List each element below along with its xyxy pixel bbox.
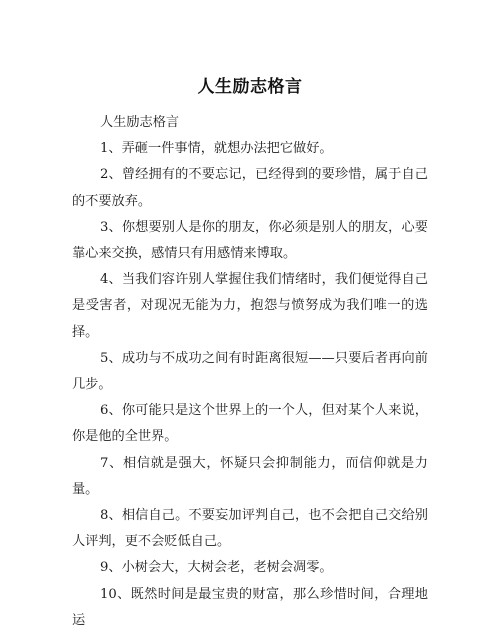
paragraph-2: 2、曾经拥有的不要忘记，已经得到的要珍惜，属于自己的不要放弃。 bbox=[72, 167, 428, 209]
paragraph-8: 8、相信自己。不要妄加评判自己，也不会把自己交给别人评判，更不会贬低自己。 bbox=[72, 508, 428, 550]
paragraph-1: 1、弄砸一件事情，就想办法把它做好。 bbox=[100, 141, 333, 157]
paragraph-4: 4、当我们容许别人掌握住我们情绪时，我们便觉得自己是受害者，对现况无能为力，抱怨与愤努成为我们唯一的选择。 bbox=[72, 272, 428, 340]
paragraph-6: 6、你可能只是这个世界上的一个人，但对某个人来说，你是他的全世界。 bbox=[72, 403, 428, 445]
paragraph-10: 10、既然时间是最宝贵的财富，那么珍惜时间，合理地运 bbox=[72, 586, 428, 628]
paragraph-7: 7、相信就是强大，怀疑只会抑制能力，而信仰就是力量。 bbox=[72, 455, 428, 497]
paragraph-5: 5、成功与不成功之间有时距离很短——只要后者再向前几步。 bbox=[72, 350, 428, 393]
paragraph-3: 3、你想要别人是你的朋友，你必须是别人的朋友，心要靠心来交换，感情只有用感情来博取。 bbox=[72, 219, 428, 262]
document-subtitle: 人生励志格言 bbox=[100, 115, 180, 130]
paragraph-9: 9、小树会大，大树会老，老树会凋零。 bbox=[100, 560, 333, 576]
document-title: 人生励志格言 bbox=[197, 77, 303, 97]
document-body bbox=[72, 110, 428, 634]
